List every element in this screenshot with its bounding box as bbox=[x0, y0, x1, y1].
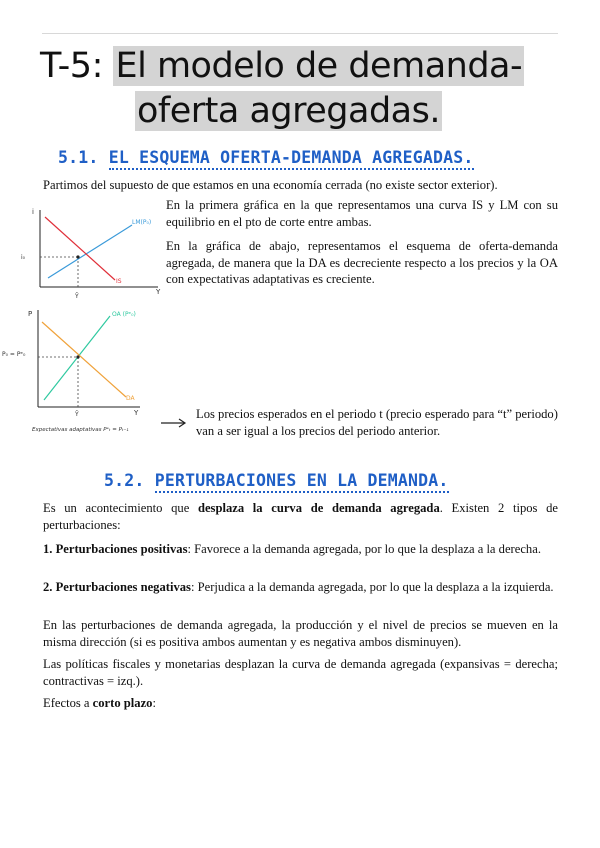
oa-label: OA (Pᵉ₀) bbox=[112, 311, 136, 318]
section-2-para-6 bbox=[43, 695, 558, 712]
oa-da-graph bbox=[0, 300, 170, 440]
is-curve bbox=[45, 217, 115, 280]
lm-curve bbox=[48, 225, 132, 278]
is-lm-equilibrium-point bbox=[76, 255, 79, 258]
is-lm-y-label: i bbox=[32, 208, 34, 216]
p3-bold: 2. Perturbaciones negativas bbox=[43, 580, 191, 594]
section-2-heading bbox=[104, 471, 449, 490]
title-prefix: T-5: bbox=[40, 46, 114, 86]
oa-da-ybar-label: Ȳ bbox=[75, 411, 79, 418]
oa-da-p0-label: P₀ = Pᵉ₀ bbox=[2, 351, 26, 358]
section-2-title: PERTURBACIONES EN LA DEMANDA. bbox=[155, 471, 449, 493]
section-1-heading bbox=[58, 148, 474, 167]
section-2-para-5: Las políticas fiscales y monetarias desplazan la curva de demanda agregada (expansivas = derecha; contractivas = izq.). bbox=[43, 657, 558, 688]
p3-text: : Perjudica a la demanda agregada, por lo que la desplaza a la izquierda. bbox=[190, 580, 554, 594]
p2-text: : Favorece a la demanda agregada, por lo que la desplaza a la derecha. bbox=[187, 542, 541, 556]
oa-da-y-label: P bbox=[28, 310, 33, 318]
p2-bold: 1. Perturbaciones positivas bbox=[43, 542, 188, 556]
title-highlight-2: oferta agregadas. bbox=[137, 91, 440, 131]
p1-text-c: . Existen 2 tipos de perturbaciones: bbox=[43, 501, 558, 532]
section-2-para-2 bbox=[43, 541, 558, 558]
p6-text-c: : bbox=[152, 696, 156, 710]
arrow-note: Los precios esperados en el periodo t (precio esperado para “t” periodo) van a ser igual a los precios del periodo anterior. bbox=[196, 407, 558, 438]
section-1-para-2: En la gráfica de abajo, representamos el esquema de oferta-demanda agregada, de manera que la DA es decreciente respecto a los precios y la OA con expectativas adaptativas es creciente. bbox=[166, 239, 558, 286]
title-highlight-1: El modelo de demanda- bbox=[115, 46, 523, 86]
lm-label: LM(P₀) bbox=[132, 219, 152, 226]
oa-da-equilibrium-point bbox=[76, 355, 79, 358]
section-1-para-1: En la primera gráfica en la que representamos una curva IS y LM con su equilibrio en el pto de corte entre ambas. bbox=[166, 198, 558, 229]
oa-da-x-label: Y bbox=[134, 409, 139, 417]
is-lm-i0-label: i₀ bbox=[21, 254, 26, 261]
top-rule bbox=[42, 33, 558, 34]
p6-bold: corto plazo bbox=[92, 696, 153, 710]
p6-text-a: Efectos a bbox=[43, 696, 93, 710]
section-1-title: EL ESQUEMA OFERTA-DEMANDA AGREGADAS. bbox=[109, 148, 474, 170]
p1-bold: desplaza la curva de demanda agregada bbox=[197, 501, 440, 515]
page-title bbox=[40, 44, 560, 134]
is-lm-ybar-label: Ȳ bbox=[75, 293, 79, 300]
is-lm-graph bbox=[20, 200, 170, 300]
da-label: DA bbox=[126, 395, 135, 402]
section-2-number: 5.2. bbox=[104, 471, 145, 490]
is-label: IS bbox=[116, 278, 122, 285]
section-2-para-4: En las perturbaciones de demanda agregada, la producción y el nivel de precios se mueven en la misma dirección (si es positiva ambos aumentan y es negativa ambos disminuyen). bbox=[43, 618, 558, 649]
p1-text-a: Es un acontecimiento que bbox=[43, 501, 198, 515]
section-2-para-3 bbox=[43, 579, 558, 596]
section-2-para-1 bbox=[43, 500, 558, 533]
adaptive-expectations-caption: Expectativas adaptativas Pᵉₜ = Pₜ₋₁ bbox=[32, 427, 129, 433]
section-1-intro: Partimos del supuesto de que estamos en una economía cerrada (no existe sector exterior). bbox=[43, 178, 498, 192]
is-lm-x-label: Y bbox=[156, 288, 161, 296]
arrow-icon bbox=[160, 417, 188, 429]
section-1-number: 5.1. bbox=[58, 148, 99, 167]
